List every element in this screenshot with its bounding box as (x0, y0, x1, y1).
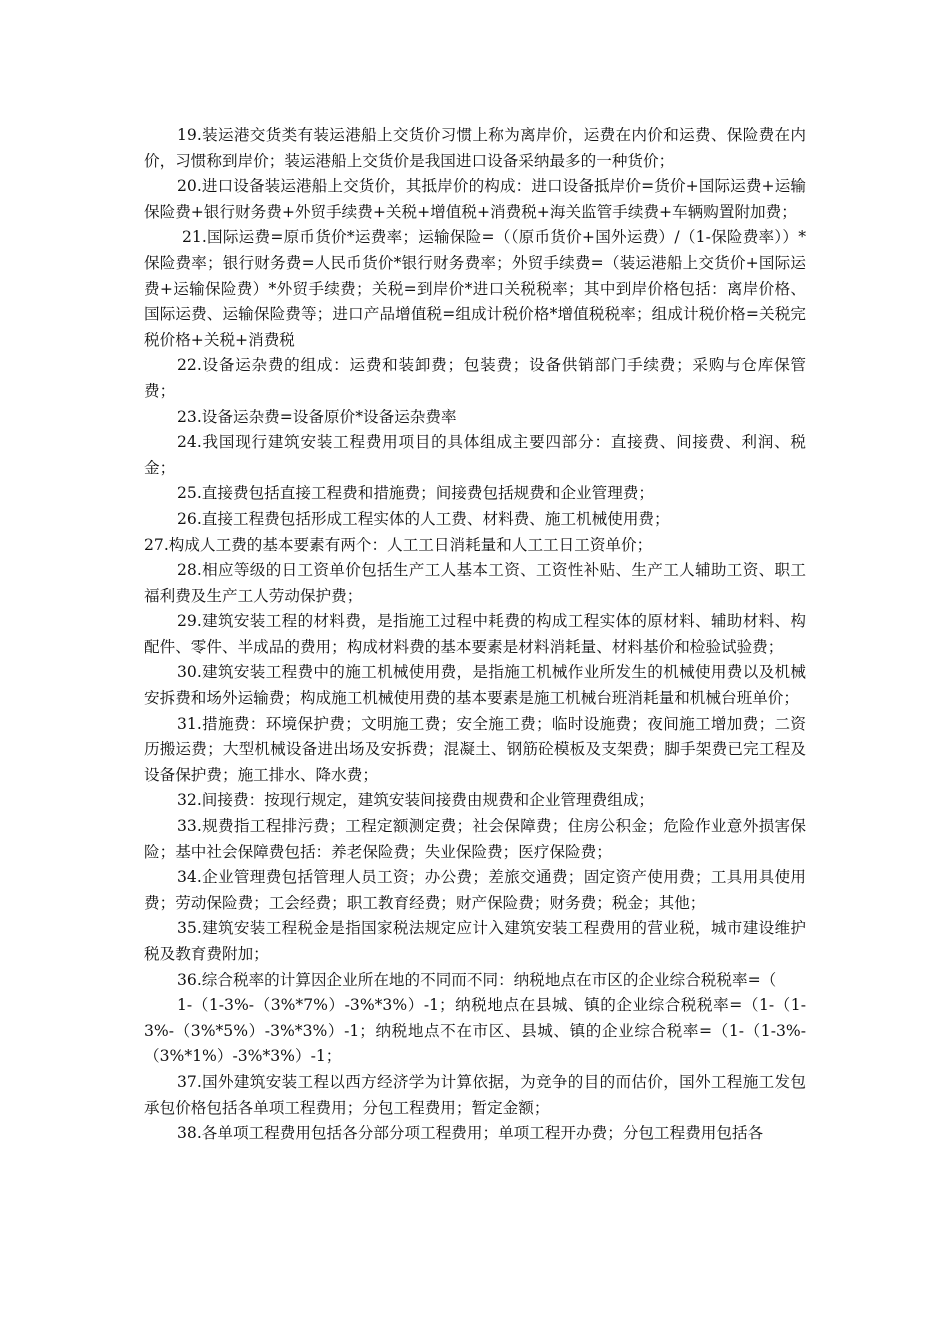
paragraph-33: 33.规费指工程排污费；工程定额测定费；社会保障费；住房公积金；危险作业意外损害保险；基中社会保障费包括：养老保险费；失业保险费；医疗保险费； (144, 817, 806, 861)
paragraph-22: 22.设备运杂费的组成：运费和装卸费；包装费；设备供销部门手续费；采购与仓库保管费； (144, 356, 806, 400)
paragraph-21: 21.国际运费=原币货价*运费率；运输保险=（（原币货价+国外运费）/（1-保险费率））*保险费率；银行财务费=人民币货价*银行财务费率；外贸手续费=（装运港船上交货价+国际运费+运输保险费）*外贸手续费；关税=到岸价*进口关税税率；其中到岸价格包括：离岸价格、国际运费、运输保险费等；进口产品增值税=组成计税价格*增值税税率；组成计税价格=关税完税价格+关税+消费税 (144, 228, 806, 349)
paragraph-19: 19.装运港交货类有装运港船上交货价习惯上称为离岸价，运费在内价和运费、保险费在内价，习惯称到岸价；装运港船上交货价是我国进口设备采纳最多的一种货价； (144, 126, 806, 170)
paragraph-29: 29.建筑安装工程的材料费，是指施工过程中耗费的构成工程实体的原材料、辅助材料、构配件、零件、半成品的费用；构成材料费的基本要素是材料消耗量、材料基价和检验试验费； (144, 612, 806, 656)
paragraph-36: 36.综合税率的计算因企业所在地的不同而不同：纳税地点在市区的企业综合税税率=（ (177, 970, 777, 989)
paragraph-32: 32.间接费：按现行规定，建筑安装间接费由规费和企业管理费组成； (177, 791, 655, 810)
paragraph-28: 28.相应等级的日工资单价包括生产工人基本工资、工资性补贴、生产工人辅助工资、职工福利费及生产工人劳动保护费； (144, 561, 806, 605)
paragraph-30: 30.建筑安装工程费中的施工机械使用费，是指施工机械作业所发生的机械使用费以及机械安拆费和场外运输费；构成施工机械使用费的基本要素是施工机械台班消耗量和机械台班单价； (144, 663, 806, 708)
paragraph-23: 23.设备运杂费=设备原价*设备运杂费率 (177, 407, 457, 426)
paragraph-25: 25.直接费包括直接工程费和措施费；间接费包括规费和企业管理费； (177, 484, 655, 503)
paragraph-37: 37.国外建筑安装工程以西方经济学为计算依据，为竞争的目的而估价，国外工程施工发包承包价格包括各单项工程费用；分包工程费用；暂定金额； (144, 1072, 806, 1117)
document-body (144, 123, 806, 1147)
paragraph-36-formula: 1-（1-3%-（3%*7%）-3%*3%）-1；纳税地点在县城、镇的企业综合税税率=（1-（1-3%-（3%*5%）-3%*3%）-1；纳税地点不在市区、县城、镇的企业综合税率=（1-（1-3%-（3%*1%）-3%*3%）-1； (144, 996, 806, 1066)
paragraph-24: 24.我国现行建筑安装工程费用项目的具体组成主要四部分：直接费、间接费、利润、税金； (144, 433, 806, 477)
paragraph-26: 26.直接工程费包括形成工程实体的人工费、材料费、施工机械使用费； (177, 509, 670, 528)
paragraph-31: 31.措施费：环境保护费；文明施工费；安全施工费；临时设施费；夜间施工增加费；二资历搬运费；大型机械设备进出场及安拆费；混凝土、钢筋砼模板及支架费；脚手架费已完工程及设备保护费；施工排水、降水费； (144, 714, 806, 784)
paragraph-35: 35.建筑安装工程税金是指国家税法规定应计入建筑安装工程费用的营业税，城市建设维护税及教育费附加； (144, 919, 806, 963)
paragraph-20: 20.进口设备装运港船上交货价，其抵岸价的构成：进口设备抵岸价=货价+国际运费+运输保险费+银行财务费+外贸手续费+关税+增值税+消费税+海关监管手续费+车辆购置附加费； (144, 177, 806, 221)
paragraph-38: 38.各单项工程费用包括各分部分项工程费用；单项工程开办费；分包工程费用包括各 (177, 1124, 764, 1143)
paragraph-27: 27.构成人工费的基本要素有两个：人工工日消耗量和人工工日工资单价； (144, 535, 653, 554)
paragraph-34: 34.企业管理费包括管理人员工资；办公费；差旅交通费；固定资产使用费；工具用具使用费；劳动保险费；工会经费；职工教育经费；财产保险费；财务费；税金；其他； (144, 868, 806, 912)
